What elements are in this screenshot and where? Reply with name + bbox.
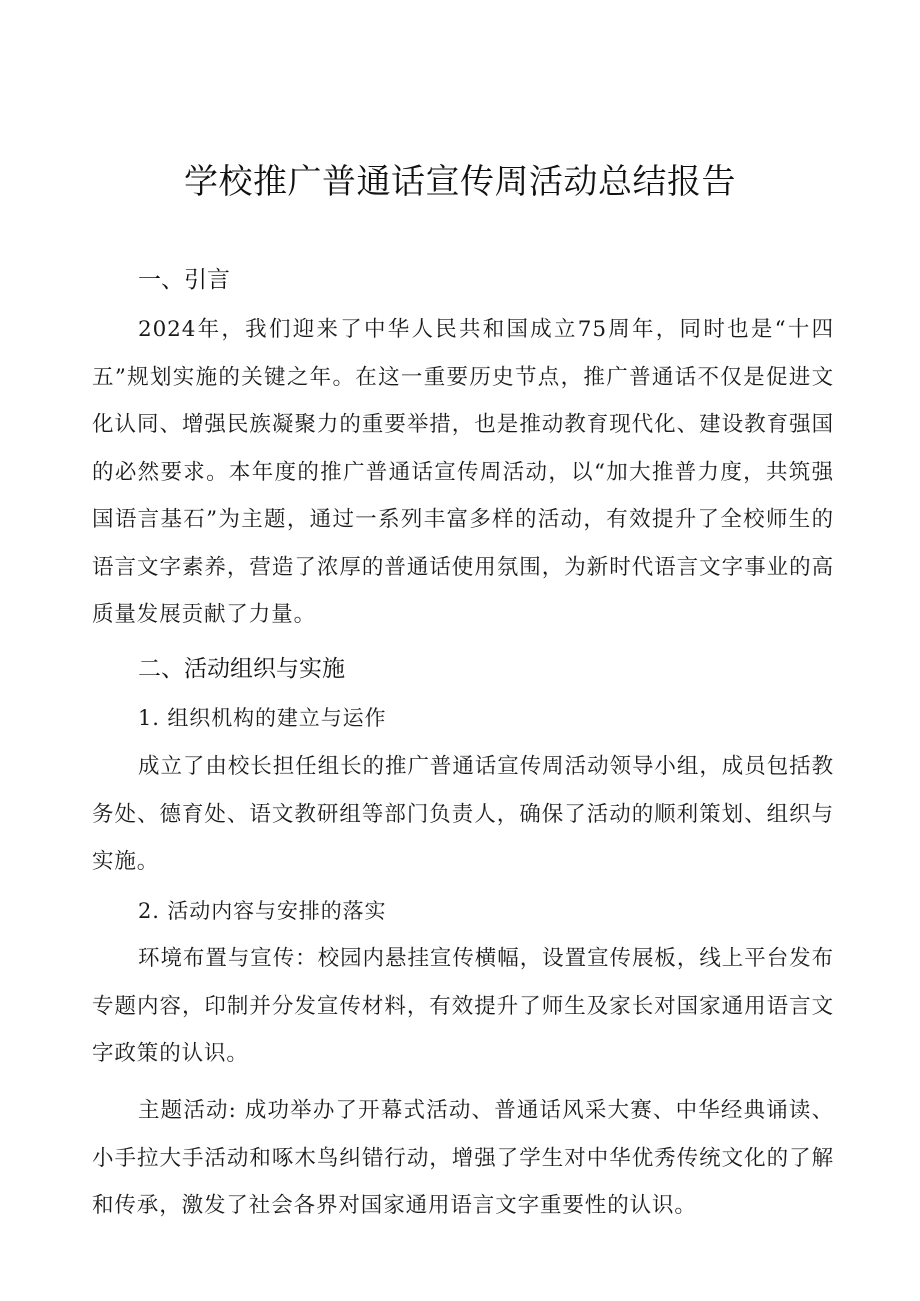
section-heading-introduction: 一、引言 bbox=[138, 267, 230, 293]
section-heading-organization: 二、活动组织与实施 bbox=[138, 656, 345, 682]
introduction-paragraph: 2024年，我们迎来了中华人民共和国成立75周年，同时也是“十四五”规划实施的关键之年。在这一重要历史节点，推广普通话不仅是促进文化认同、增强民族凝聚力的重要举措，也是推动教育现代化、建设教育强国的必然要求。本年度的推广普通话宣传周活动，以“加大推普力度，共筑强国语言基石”为主题，通过一系列丰富多样的活动，有效提升了全校师生的语言文字素养，营造了浓厚的普通话使用氛围，为新时代语言文字事业的高质量发展贡献了力量。 bbox=[92, 317, 834, 627]
subsection-heading-organization-structure: 1. 组织机构的建立与运作 bbox=[138, 706, 387, 730]
organization-structure-paragraph: 成立了由校长担任组长的推广普通话宣传周活动领导小组，成员包括教务处、德育处、语文教研组等部门负责人，确保了活动的顺利策划、组织与实施。 bbox=[92, 754, 834, 874]
subsection-heading-activity-content: 2. 活动内容与安排的落实 bbox=[138, 899, 387, 923]
theme-activities-paragraph: 主题活动: 成功举办了开幕式活动、普通话风采大赛、中华经典诵读、小手拉大手活动和啄木鸟纠错行动，增强了学生对中华优秀传统文化的了解和传承，激发了社会各界对国家通用语言文字重要性的认识。 bbox=[92, 1098, 834, 1218]
environment-publicity-paragraph: 环境布置与宣传：校园内悬挂宣传横幅，设置宣传展板，线上平台发布专题内容，印制并分发宣传材料，有效提升了师生及家长对国家通用语言文字政策的认识。 bbox=[92, 946, 834, 1066]
document-title: 学校推广普通话宣传周活动总结报告 bbox=[184, 162, 736, 202]
